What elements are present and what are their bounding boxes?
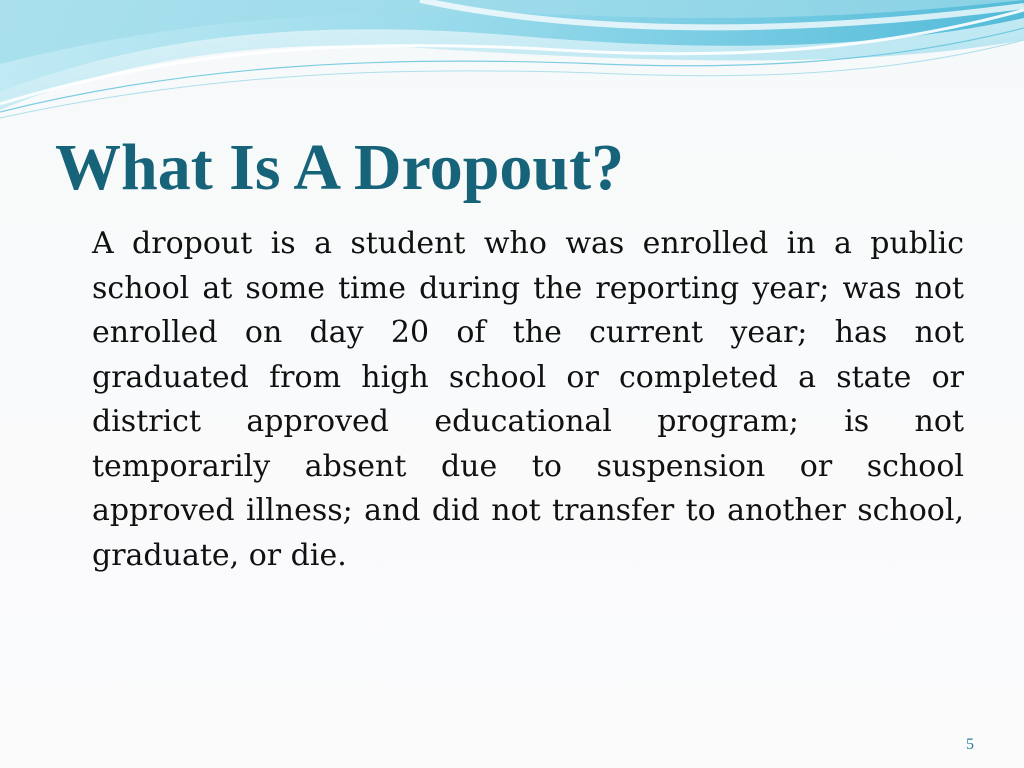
slide-title: What Is A Dropout? [55, 131, 625, 204]
decorative-wave-header [0, 0, 1024, 130]
slide-number: 5 [966, 736, 974, 753]
slide-body-text: A dropout is a student who was enrolled in a public school at some time during the reporting year; was not enrolled on day 20 of the current year; has not graduated from high school or completed a state or district approved educational program; is not temporarily absent due to suspension or school approved illness; and did not transfer to another school, graduate, or die. [92, 226, 964, 573]
